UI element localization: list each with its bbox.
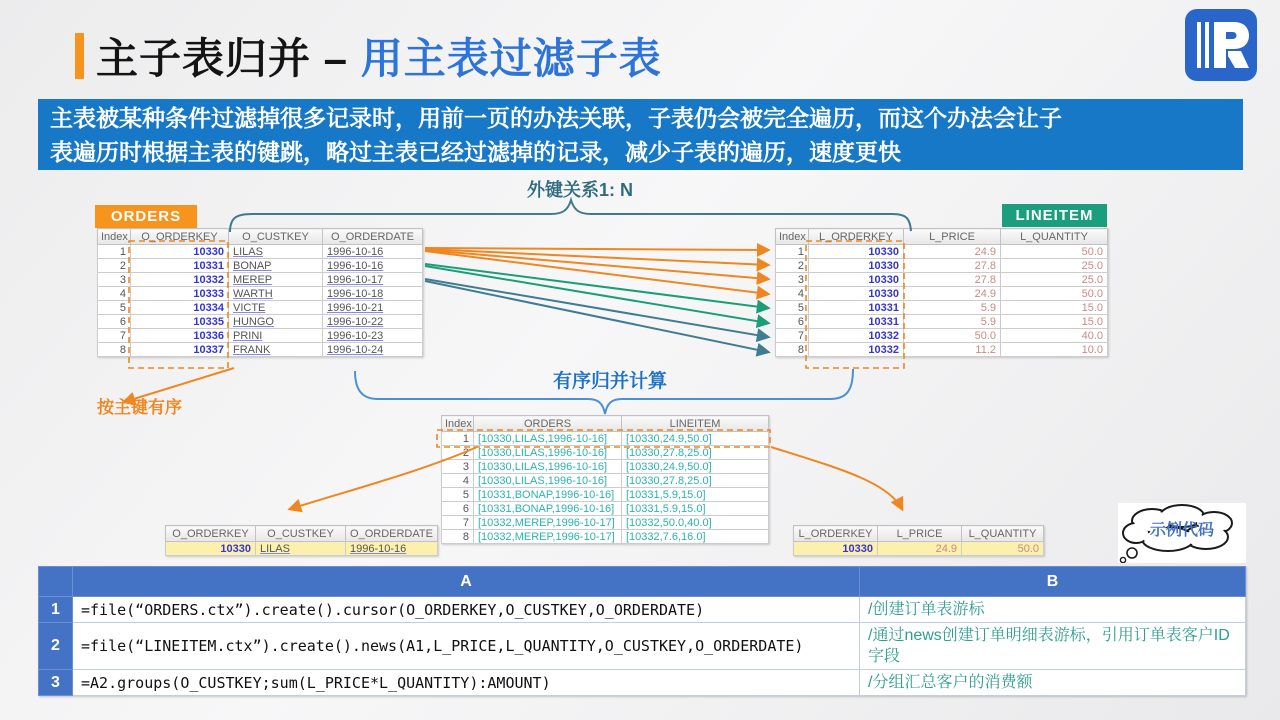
title-accent-bar [75,33,84,79]
table-cell: 10332 [809,329,904,343]
table-row [442,488,769,502]
column-header: L_ORDERKEY [809,229,904,245]
table-cell: VICTE [229,301,323,315]
orders-table-tab: ORDERS [95,205,197,228]
table-cell: 2 [776,259,809,273]
table-cell: 2 [98,259,131,273]
orders-header [98,229,423,245]
row-number: 2 [39,623,73,670]
table-cell: 1996-10-22 [323,315,423,329]
column-header: Index [776,229,809,245]
table-cell: 1996-10-17 [323,273,423,287]
match-arrow-steel [425,281,768,352]
table-row [98,301,423,315]
ordered-merge-label: 有序归并计算 [552,371,667,392]
column-header: O_ORDERDATE [346,526,438,542]
column-header-a: A [73,567,860,597]
code-spreadsheet [38,566,1246,696]
primary-key-order-label: 按主键有序 [97,398,182,417]
table-row [776,273,1108,287]
table-header-row [776,229,1108,245]
table-row [442,502,769,516]
table-cell: 1996-10-24 [323,343,423,357]
lineitem-header [776,229,1108,245]
match-arrow-orange [425,250,768,279]
table-cell: 50.0 [1001,245,1108,259]
table-cell: [10330,27.8,25.0] [622,474,769,488]
match-arrow-orange [425,251,768,294]
title-black: 主子表归并 [96,35,312,82]
table-row [776,259,1108,273]
table-cell: FRANK [229,343,323,357]
table-cell: 10331 [131,259,229,273]
table-cell: 4 [776,287,809,301]
merged-table [441,415,769,544]
column-header-b: B [860,567,1246,597]
title-dash: – [311,35,361,82]
table-row [442,516,769,530]
table-cell: 10332 [809,343,904,357]
table-row [98,315,423,329]
column-header: L_PRICE [904,229,1001,245]
table-cell: PRINI [229,329,323,343]
code-body [39,597,1246,696]
table-row [98,343,423,357]
table-cell: LILAS [229,245,323,259]
column-header: Index [442,416,474,432]
table-cell: 50.0 [904,329,1001,343]
match-arrow-steel [425,279,768,337]
table-cell: 1996-10-16 [346,542,438,556]
lineitem-table-tab: LINEITEM [1002,204,1107,227]
code-row-1 [39,597,1246,623]
table-cell: 10336 [131,329,229,343]
match-arrow-green [425,264,768,308]
table-row [98,273,423,287]
table-cell: 25.0 [1001,273,1108,287]
table-header-row [98,229,423,245]
table-cell: 7 [442,516,474,530]
table-cell: 10330 [166,542,256,556]
orders-result-header [166,526,438,542]
column-header: O_CUSTKEY [256,526,346,542]
column-header: O_CUSTKEY [229,229,323,245]
table-cell: 1996-10-23 [323,329,423,343]
table-cell: 7 [776,329,809,343]
code-header [39,567,1246,597]
foreign-key-label: 外键关系1: N [526,180,633,200]
table-cell: 10337 [131,343,229,357]
table-cell: 10335 [131,315,229,329]
table-cell: 5 [98,301,131,315]
table-cell: 25.0 [1001,259,1108,273]
banner-line-2: 表遍历时根据主表的键跳，略过主表已经过滤掉的记录，减少子表的遍历，速度更快 [50,139,901,165]
table-cell: 27.8 [904,273,1001,287]
table-cell: 10331 [809,301,904,315]
table-row [442,446,769,460]
column-header: Index [98,229,131,245]
table-header-row [39,567,1246,597]
table-cell: [10330,LILAS,1996-10-16] [474,446,622,460]
table-cell: 5 [776,301,809,315]
table-row [98,329,423,343]
table-cell: 6 [442,502,474,516]
table-cell: [10332,50.0,40.0] [622,516,769,530]
table-cell: [10331,BONAP,1996-10-16] [474,502,622,516]
table-cell: 24.9 [904,245,1001,259]
table-cell: [10330,LILAS,1996-10-16] [474,474,622,488]
table-header-row [442,416,769,432]
orders-body [98,245,423,357]
company-logo-icon [1184,8,1258,87]
table-cell: 8 [98,343,131,357]
table-cell: 27.8 [904,259,1001,273]
table-cell: 1996-10-16 [323,259,423,273]
table-header-row [166,526,438,542]
column-header: O_ORDERKEY [166,526,256,542]
summary-banner [38,99,1243,170]
column-header: L_QUANTITY [962,526,1044,542]
table-cell: 15.0 [1001,301,1108,315]
merged-body [442,432,769,544]
table-cell: 24.9 [878,542,962,556]
orders-result-table [165,525,438,556]
table-cell: 10330 [131,245,229,259]
column-header: L_PRICE [878,526,962,542]
table-cell: 10332 [131,273,229,287]
table-cell: WARTH [229,287,323,301]
table-cell: MEREP [229,273,323,287]
row-number: 3 [39,670,73,696]
table-cell: 10334 [131,301,229,315]
column-header: L_ORDERKEY [794,526,878,542]
column-header: O_ORDERDATE [323,229,423,245]
lineitem-body [776,245,1108,357]
row-number: 1 [39,597,73,623]
table-row [442,432,769,446]
table-cell: [10330,24.9,50.0] [622,432,769,446]
column-header: ORDERS [474,416,622,432]
table-cell: [10331,5.9,15.0] [622,488,769,502]
table-cell: 15.0 [1001,315,1108,329]
table-cell: [10332,MEREP,1996-10-17] [474,516,622,530]
table-cell: [10331,5.9,15.0] [622,502,769,516]
lineitem-result-table [793,525,1044,556]
sample-code-cloud [1118,503,1246,563]
table-row [166,542,438,556]
table-cell: 1996-10-21 [323,301,423,315]
table-cell: 10.0 [1001,343,1108,357]
match-arrow-orange [425,249,768,265]
table-cell: [10331,BONAP,1996-10-16] [474,488,622,502]
table-cell: 1996-10-18 [323,287,423,301]
table-row [776,245,1108,259]
merged-header [442,416,769,432]
table-cell: [10332,7.6,16.0] [622,530,769,544]
table-cell: 1996-10-16 [323,245,423,259]
table-cell: 10333 [131,287,229,301]
table-cell: 3 [98,273,131,287]
table-cell: HUNGO [229,315,323,329]
table-cell: 24.9 [904,287,1001,301]
table-cell: 10330 [809,287,904,301]
table-cell: 1 [98,245,131,259]
table-cell: 40.0 [1001,329,1108,343]
table-cell: 50.0 [962,542,1044,556]
table-row [98,259,423,273]
table-cell: 10330 [794,542,878,556]
table-row [442,460,769,474]
table-cell: 10331 [809,315,904,329]
table-cell: 10330 [809,245,904,259]
table-cell: 8 [776,343,809,357]
code-cell-a2: =file(“LINEITEM.ctx”).create().news(A1,L_PRICE,L_QUANTITY,O_CUSTKEY,O_ORDERDATE) [73,623,860,670]
table-cell: [10332,MEREP,1996-10-17] [474,530,622,544]
table-cell: 50.0 [1001,287,1108,301]
table-row [442,474,769,488]
table-row [776,315,1108,329]
orders-result-body [166,542,438,556]
table-row [776,329,1108,343]
table-cell: BONAP [229,259,323,273]
table-cell: 5.9 [904,301,1001,315]
table-cell: 5.9 [904,315,1001,329]
table-cell: [10330,24.9,50.0] [622,460,769,474]
table-cell: [10330,27.8,25.0] [622,446,769,460]
corner-cell [39,567,73,597]
title-blue: 用主表过滤子表 [360,35,662,82]
orders-table [97,228,423,357]
comment-cell-b1: /创建订单表游标 [860,597,1246,623]
table-cell: 5 [442,488,474,502]
table-cell: 7 [98,329,131,343]
sample-code-label: 示例代码 [1149,522,1214,539]
table-cell: 8 [442,530,474,544]
table-row [442,530,769,544]
table-row [776,343,1108,357]
comment-cell-b3: /分组汇总客户的消费额 [860,670,1246,696]
comment-cell-b2: /通过news创建订单明细表游标，引用订单表客户ID字段 [860,623,1246,670]
table-cell: LILAS [256,542,346,556]
lineitem-table [775,228,1108,357]
column-header: O_ORDERKEY [131,229,229,245]
table-cell: 10330 [809,273,904,287]
table-cell: 1 [442,432,474,446]
table-cell: 6 [98,315,131,329]
lineitem-result-header [794,526,1044,542]
table-cell: [10330,LILAS,1996-10-16] [474,460,622,474]
table-cell: 6 [776,315,809,329]
table-cell: 11.2 [904,343,1001,357]
table-cell: 4 [442,474,474,488]
table-cell: 2 [442,446,474,460]
table-cell: 10330 [809,259,904,273]
code-row-3 [39,670,1246,696]
table-cell: 3 [776,273,809,287]
code-cell-a1: =file(“ORDERS.ctx”).create().cursor(O_ORDERKEY,O_CUSTKEY,O_ORDERDATE) [73,597,860,623]
table-cell: 1 [776,245,809,259]
code-cell-a3: =A2.groups(O_CUSTKEY;sum(L_PRICE*L_QUANTITY):AMOUNT) [73,670,860,696]
match-arrow-orange [425,248,768,250]
table-row [794,542,1044,556]
table-row [98,245,423,259]
split-arrow-right [771,447,902,509]
table-cell: [10330,LILAS,1996-10-16] [474,432,622,446]
banner-line-1: 主表被某种条件过滤掉很多记录时，用前一页的办法关联，子表仍会被完全遍历，而这个办法会让子 [50,105,1062,131]
lineitem-result-body [794,542,1044,556]
table-cell: 4 [98,287,131,301]
table-header-row [794,526,1044,542]
code-row-2 [39,623,1246,670]
column-header: L_QUANTITY [1001,229,1108,245]
table-row [98,287,423,301]
table-row [776,301,1108,315]
page-title [96,26,662,86]
table-row [776,287,1108,301]
match-arrow-green [425,266,768,323]
column-header: LINEITEM [622,416,769,432]
table-cell: 3 [442,460,474,474]
